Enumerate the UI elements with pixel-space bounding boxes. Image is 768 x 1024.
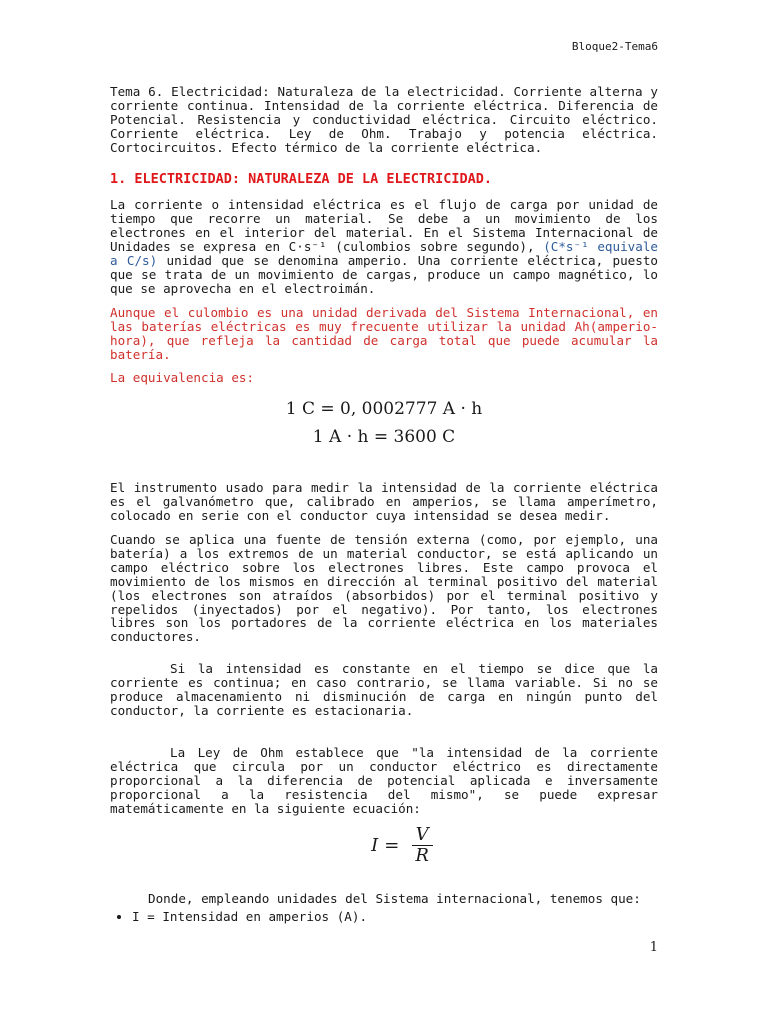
equivalence-equations [110,395,658,451]
ohm-law-equation [110,825,658,866]
paragraph-galvanometer: El instrumento usado para medir la intensidad de la corriente eléctrica es el galvanómetro que, calibrado en amperios, se llama amperímetro, colocado en serie con el conductor cuya intensidad se desea medir. [110,480,658,524]
equation-lhs: I [371,834,379,856]
paragraph-ampere-hour: Aunque el culombio es una unidad derivada del Sistema Internacional, en las baterías eléctricas es muy frecuente utilizar la unidad Ah(amperio-hora), que refleja la cantidad de carga total que puede acumular la batería. [110,304,658,362]
paragraph-units-intro: Donde, empleando unidades del Sistema internacional, tenemos que: [148,891,641,907]
paragraph-current-definition [110,198,658,295]
paragraph-ohm-law: La Ley de Ohm establece que "la intensidad de la corriente eléctrica que circula por un conductor eléctrico es directamente proporcional a la diferencia de potencial aplicada e inversamente proporcional a la resistencia del mismo", se puede expresar matemáticamente en la siguiente ecuación: [110,744,658,816]
paragraph-text: La corriente o intensidad eléctrica es el flujo de carga por unidad de tiempo que recorre un material. Se debe a un movimiento de los electrones en el interior del material. En el Sistema Internacional de Unidades se expresa en C·s⁻¹ (culombios sobre segundo), [110,197,658,255]
equation-coulomb: 1 C = 0, 0002777 A · h [285,399,483,420]
page-header: Bloque2-Tema6 [571,40,658,53]
units-list [110,910,658,924]
paragraph-voltage-source: Cuando se aplica una fuente de tensión externa (como, por ejemplo, una batería) a los extremos de un material conductor, se está aplicando un campo eléctrico sobre los electrones libres. Este campo provoca el movimiento de los mismos en dirección al terminal positivo del material (los electrones son atraídos (absorbidos) por el terminal positivo y repelidos (inyectados) por el negativo). Por tanto, los electrones libres son los portadores de la corriente eléctrica en los materiales conductores. [110,532,658,645]
document-body [110,85,658,924]
paragraph-text: unidad que se denomina amperio. Una corriente eléctrica, puesto que se trata de un movimiento de cargas, produce un campo magnético, lo que se aprovecha en el electroimán. [110,253,658,296]
equation-equals: = [384,834,400,856]
topic-intro: Tema 6. Electricidad: Naturaleza de la electricidad. Corriente alterna y corriente continua. Intensidad de la corriente eléctrica. Diferencia de Potencial. Resistencia y conductividad eléctrica. Circuito eléctrico. Corriente eléctrica. Ley de Ohm. Trabajo y potencia eléctrica. Cortocircuitos. Efecto térmico de la corriente eléctrica. [110,84,658,155]
unit-note: (C*s⁻¹ equivale a C/s) [110,239,658,269]
page-number: 1 [649,940,658,955]
paragraph-continuous-current: Si la intensidad es constante en el tiempo se dice que la corriente es continua; en caso contrario, se llama variable. Si no se produce almacenamiento ni disminución de carga en ningún punto del conductor, la corriente es estacionaria. [110,661,658,718]
fraction-denominator: R [415,845,429,867]
list-item: • I = Intensidad en amperios (A). [132,910,658,924]
equation-fraction [411,825,433,866]
section-heading: 1. ELECTRICIDAD: NATURALEZA DE LA ELECTRICIDAD. [110,170,493,187]
fraction-numerator: V [412,825,433,846]
equation-amp-hour: 1 A · h = 3600 C [312,427,456,448]
equivalence-label: La equivalencia es: [110,370,255,386]
